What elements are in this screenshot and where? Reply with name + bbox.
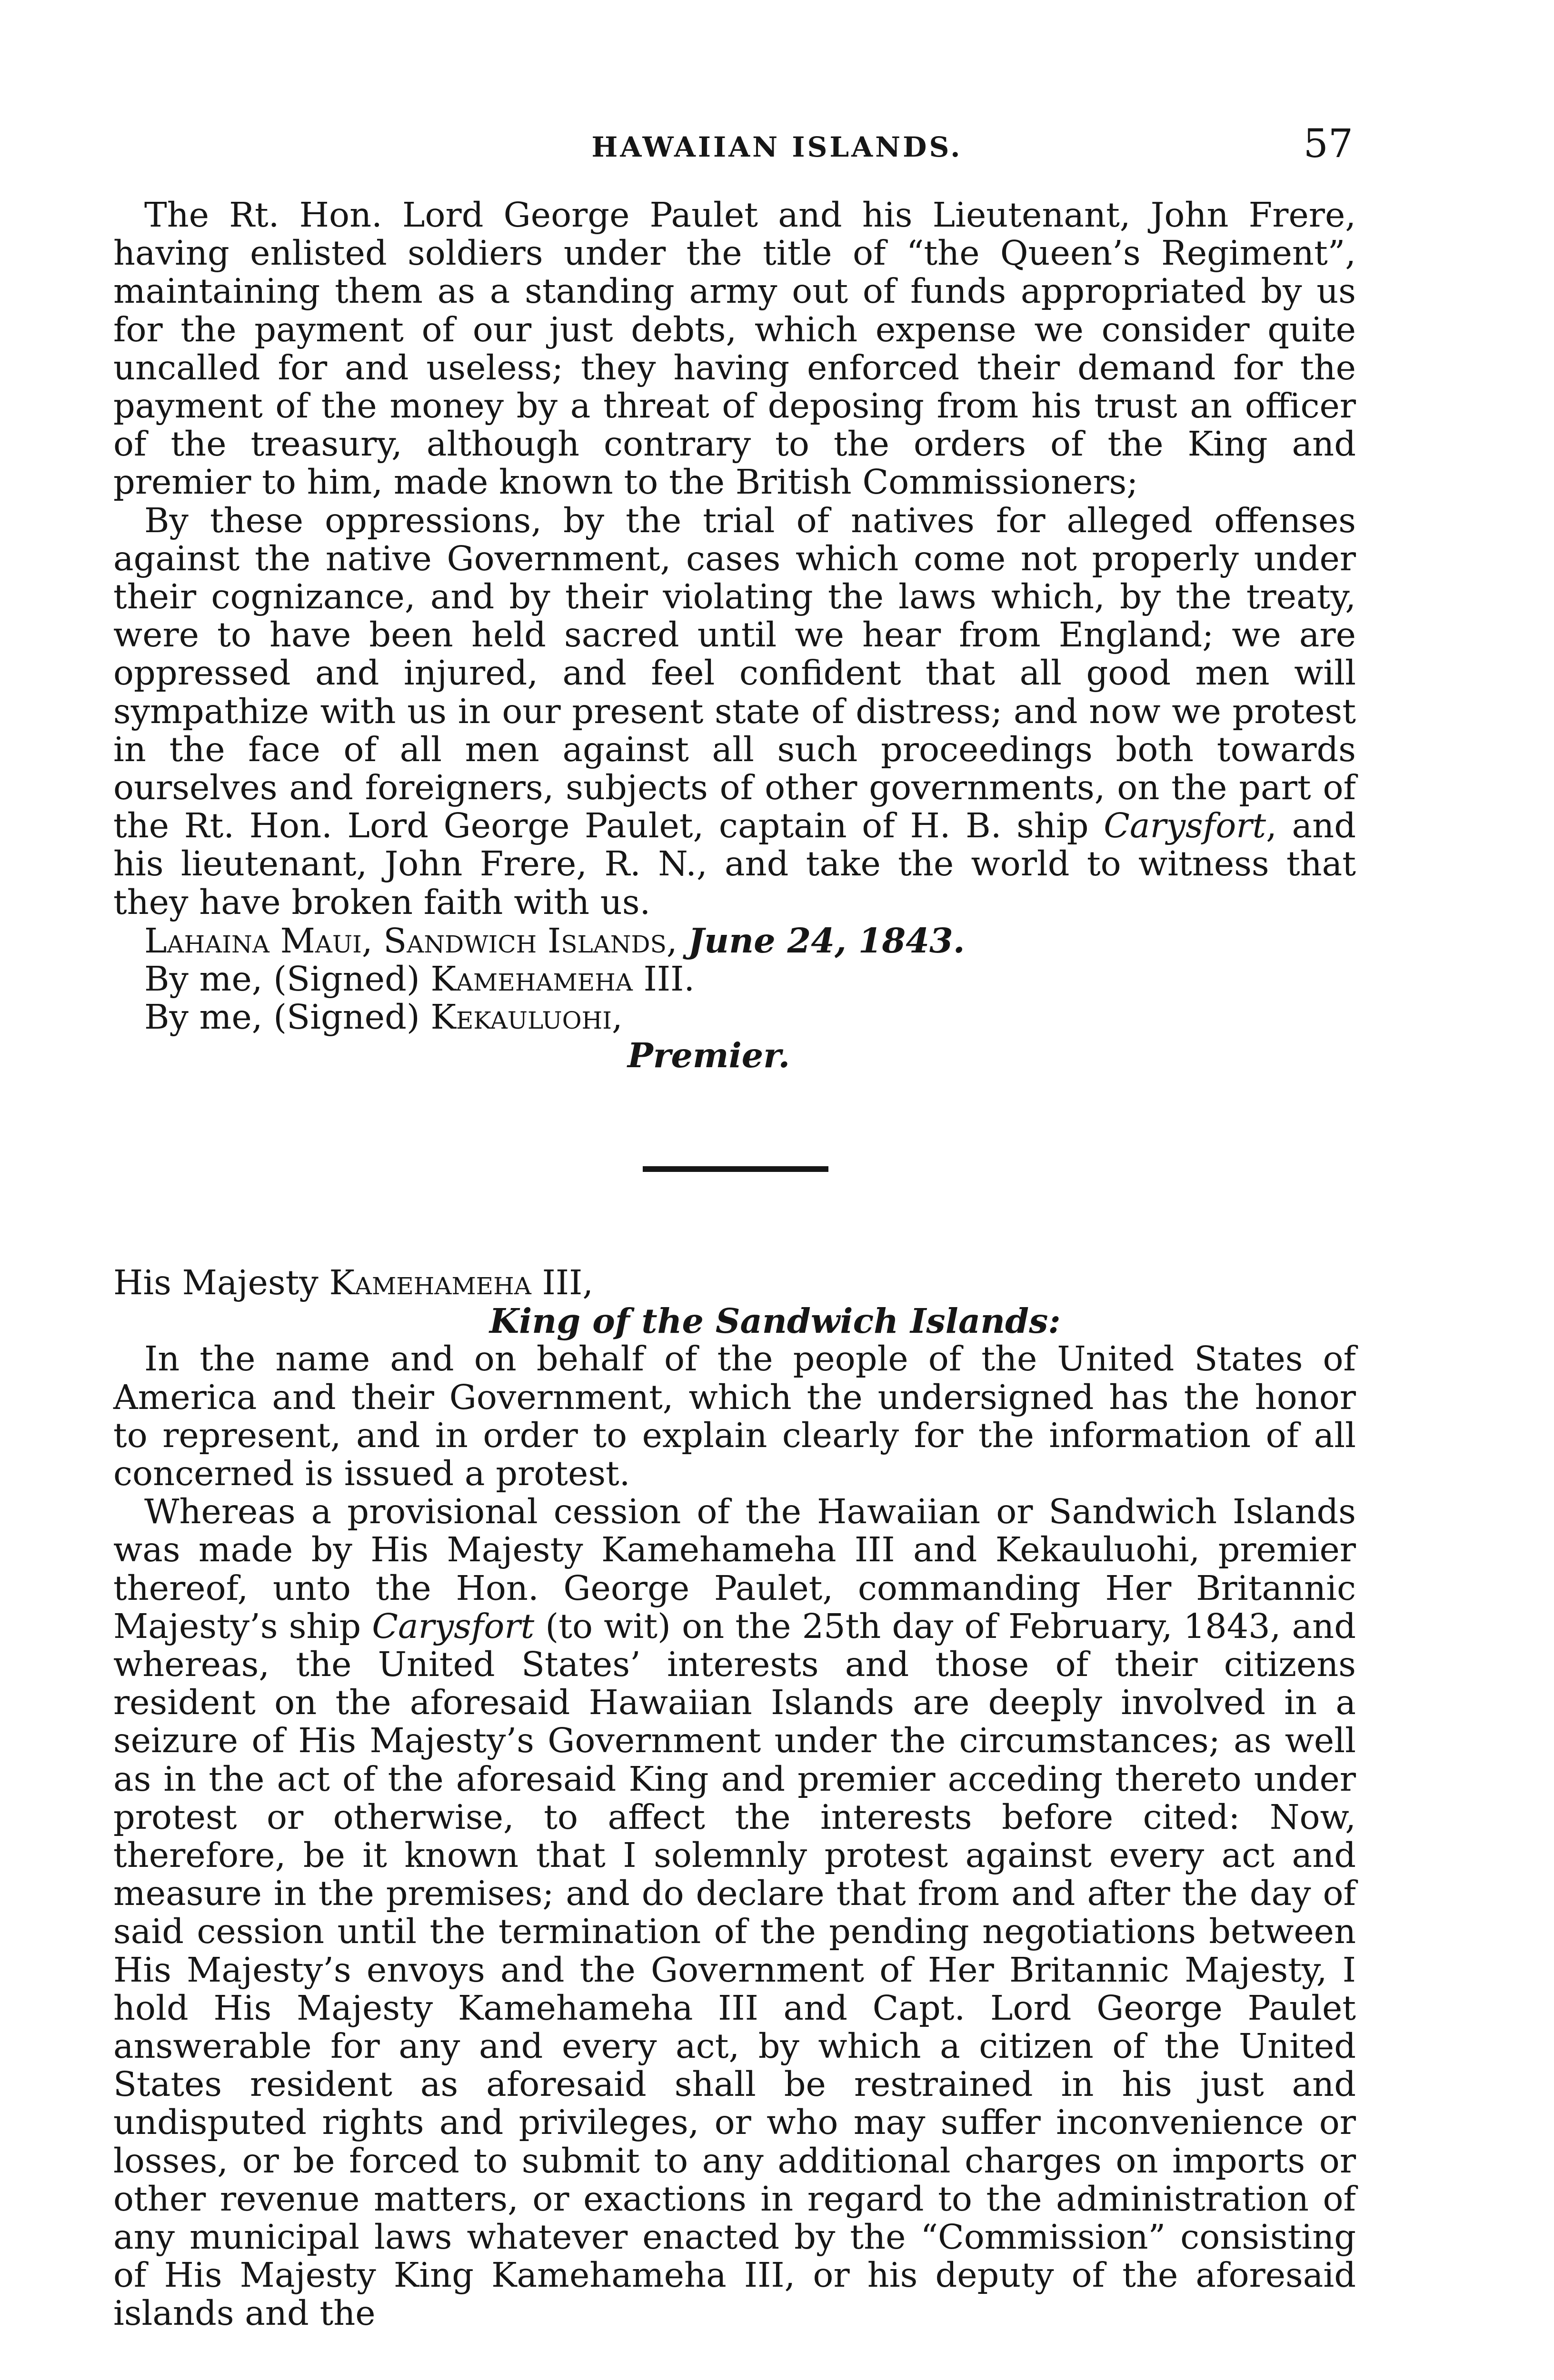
protest-one-paragraph-2-text-b: , and his lieutenant, John Frere, R. N., and take the world to witness that they have broken faith with us.	[113, 806, 1356, 922]
dateline	[144, 922, 1356, 960]
salutation-suffix: III,	[531, 1263, 594, 1302]
signature-prefix: By me, (Signed)	[144, 959, 431, 999]
ship-name: Carysfort	[1104, 806, 1266, 846]
signer-name: Kekauluohi,	[430, 997, 623, 1037]
protest-one-paragraph-2-text-a: By these oppressions, by the trial of natives for alleged offenses against the native Government, cases which come not properly under their cognizance, and by their violating the laws which, by the treaty, were to have been held sacred until we hear from England; we are oppressed and injured, and feel confident that all good men will sympathize with us in our present state of distress; and now we protest in the face of all men against all such proceedings both towards ourselves and foreigners, subjects of other governments, on the part of the Rt. Hon. Lord George Paulet, captain of H. B. ship	[113, 500, 1356, 846]
protest-two	[113, 1264, 1356, 2333]
dateline-place: Lahaina Maui, Sandwich Islands,	[144, 921, 677, 961]
signature-line-1	[144, 960, 1356, 998]
signer-title: Premier.	[628, 1035, 790, 1076]
running-head	[0, 121, 1554, 169]
ship-name: Carysfort	[372, 1606, 535, 1646]
protest-one	[113, 196, 1356, 1075]
salutation-prefix: His Majesty	[113, 1263, 329, 1302]
protest-one-paragraph-2	[113, 502, 1356, 922]
signer-name: Kamehameha III.	[430, 959, 695, 999]
protest-two-paragraph-2	[113, 1493, 1356, 2332]
signature-prefix: By me, (Signed)	[144, 997, 431, 1037]
signature-line-2	[144, 998, 1356, 1036]
salutation-name: Kamehameha	[329, 1263, 531, 1302]
salutation	[113, 1264, 1356, 1302]
page-number: 57	[1303, 121, 1353, 167]
protest-two-paragraph-2-text-a: Whereas a provisional cession of the Hawaiian or Sandwich Islands was made by His Majesty Kamehameha III and Kekauluohi, premier thereof, unto the Hon. George Paulet, commanding Her Britannic Majesty’s ship	[113, 1492, 1356, 1646]
section-divider	[643, 1166, 828, 1172]
protest-two-paragraph-2-text-b: (to wit) on the 25th day of February, 1843, and whereas, the United States’ interests and those of their citizens resident on the aforesaid Hawaiian Islands are deeply involved in a seizure of His Majesty’s Government under the circumstances; as well as in the act of the aforesaid King and premier acceding thereto under protest or otherwise, to affect the interests before cited: Now, therefore, be it known that I solemnly protest against every act and measure in the premises; and do declare that from and after the day of said cession until the termination of the pending negotiations between His Majesty’s envoys and the Government of Her Britannic Majesty, I hold His Majesty Kamehameha III and Capt. Lord George Paulet answerable for any and every act, by which a citizen of the United States resident as aforesaid shall be restrained in his just and undisputed rights and privileges, or who may suffer inconvenience or losses, or be forced to submit to any additional charges on imports or other revenue matters, or exactions in regard to the administration of any municipal laws whatever enacted by the “Commission” consisting of His Majesty King Kamehameha III, or his deputy of the aforesaid islands and the	[113, 1606, 1356, 2333]
salutation-title: King of the Sandwich Islands:	[489, 1301, 1061, 1341]
protest-one-paragraph-1: The Rt. Hon. Lord George Paulet and his Lieutenant, John Frere, having enlisted soldiers under the title of “the Queen’s Regiment”, maintaining them as a standing army out of funds appropriated by us for the payment of our just debts, which expense we consider quite uncalled for and useless; they having enforced their demand for the payment of the money by a threat of deposing from his trust an officer of the treasury, although contrary to the orders of the King and premier to him, made known to the British Commissioners;	[113, 195, 1356, 502]
protest-two-paragraph-1: In the name and on behalf of the people of the United States of America and their Government, which the undersigned has the honor to represent, and in order to explain clearly for the information of all concerned is issued a protest.	[113, 1339, 1356, 1494]
running-title: HAWAIIAN ISLANDS.	[591, 131, 963, 163]
dateline-date: June 24, 1843.	[688, 920, 965, 961]
